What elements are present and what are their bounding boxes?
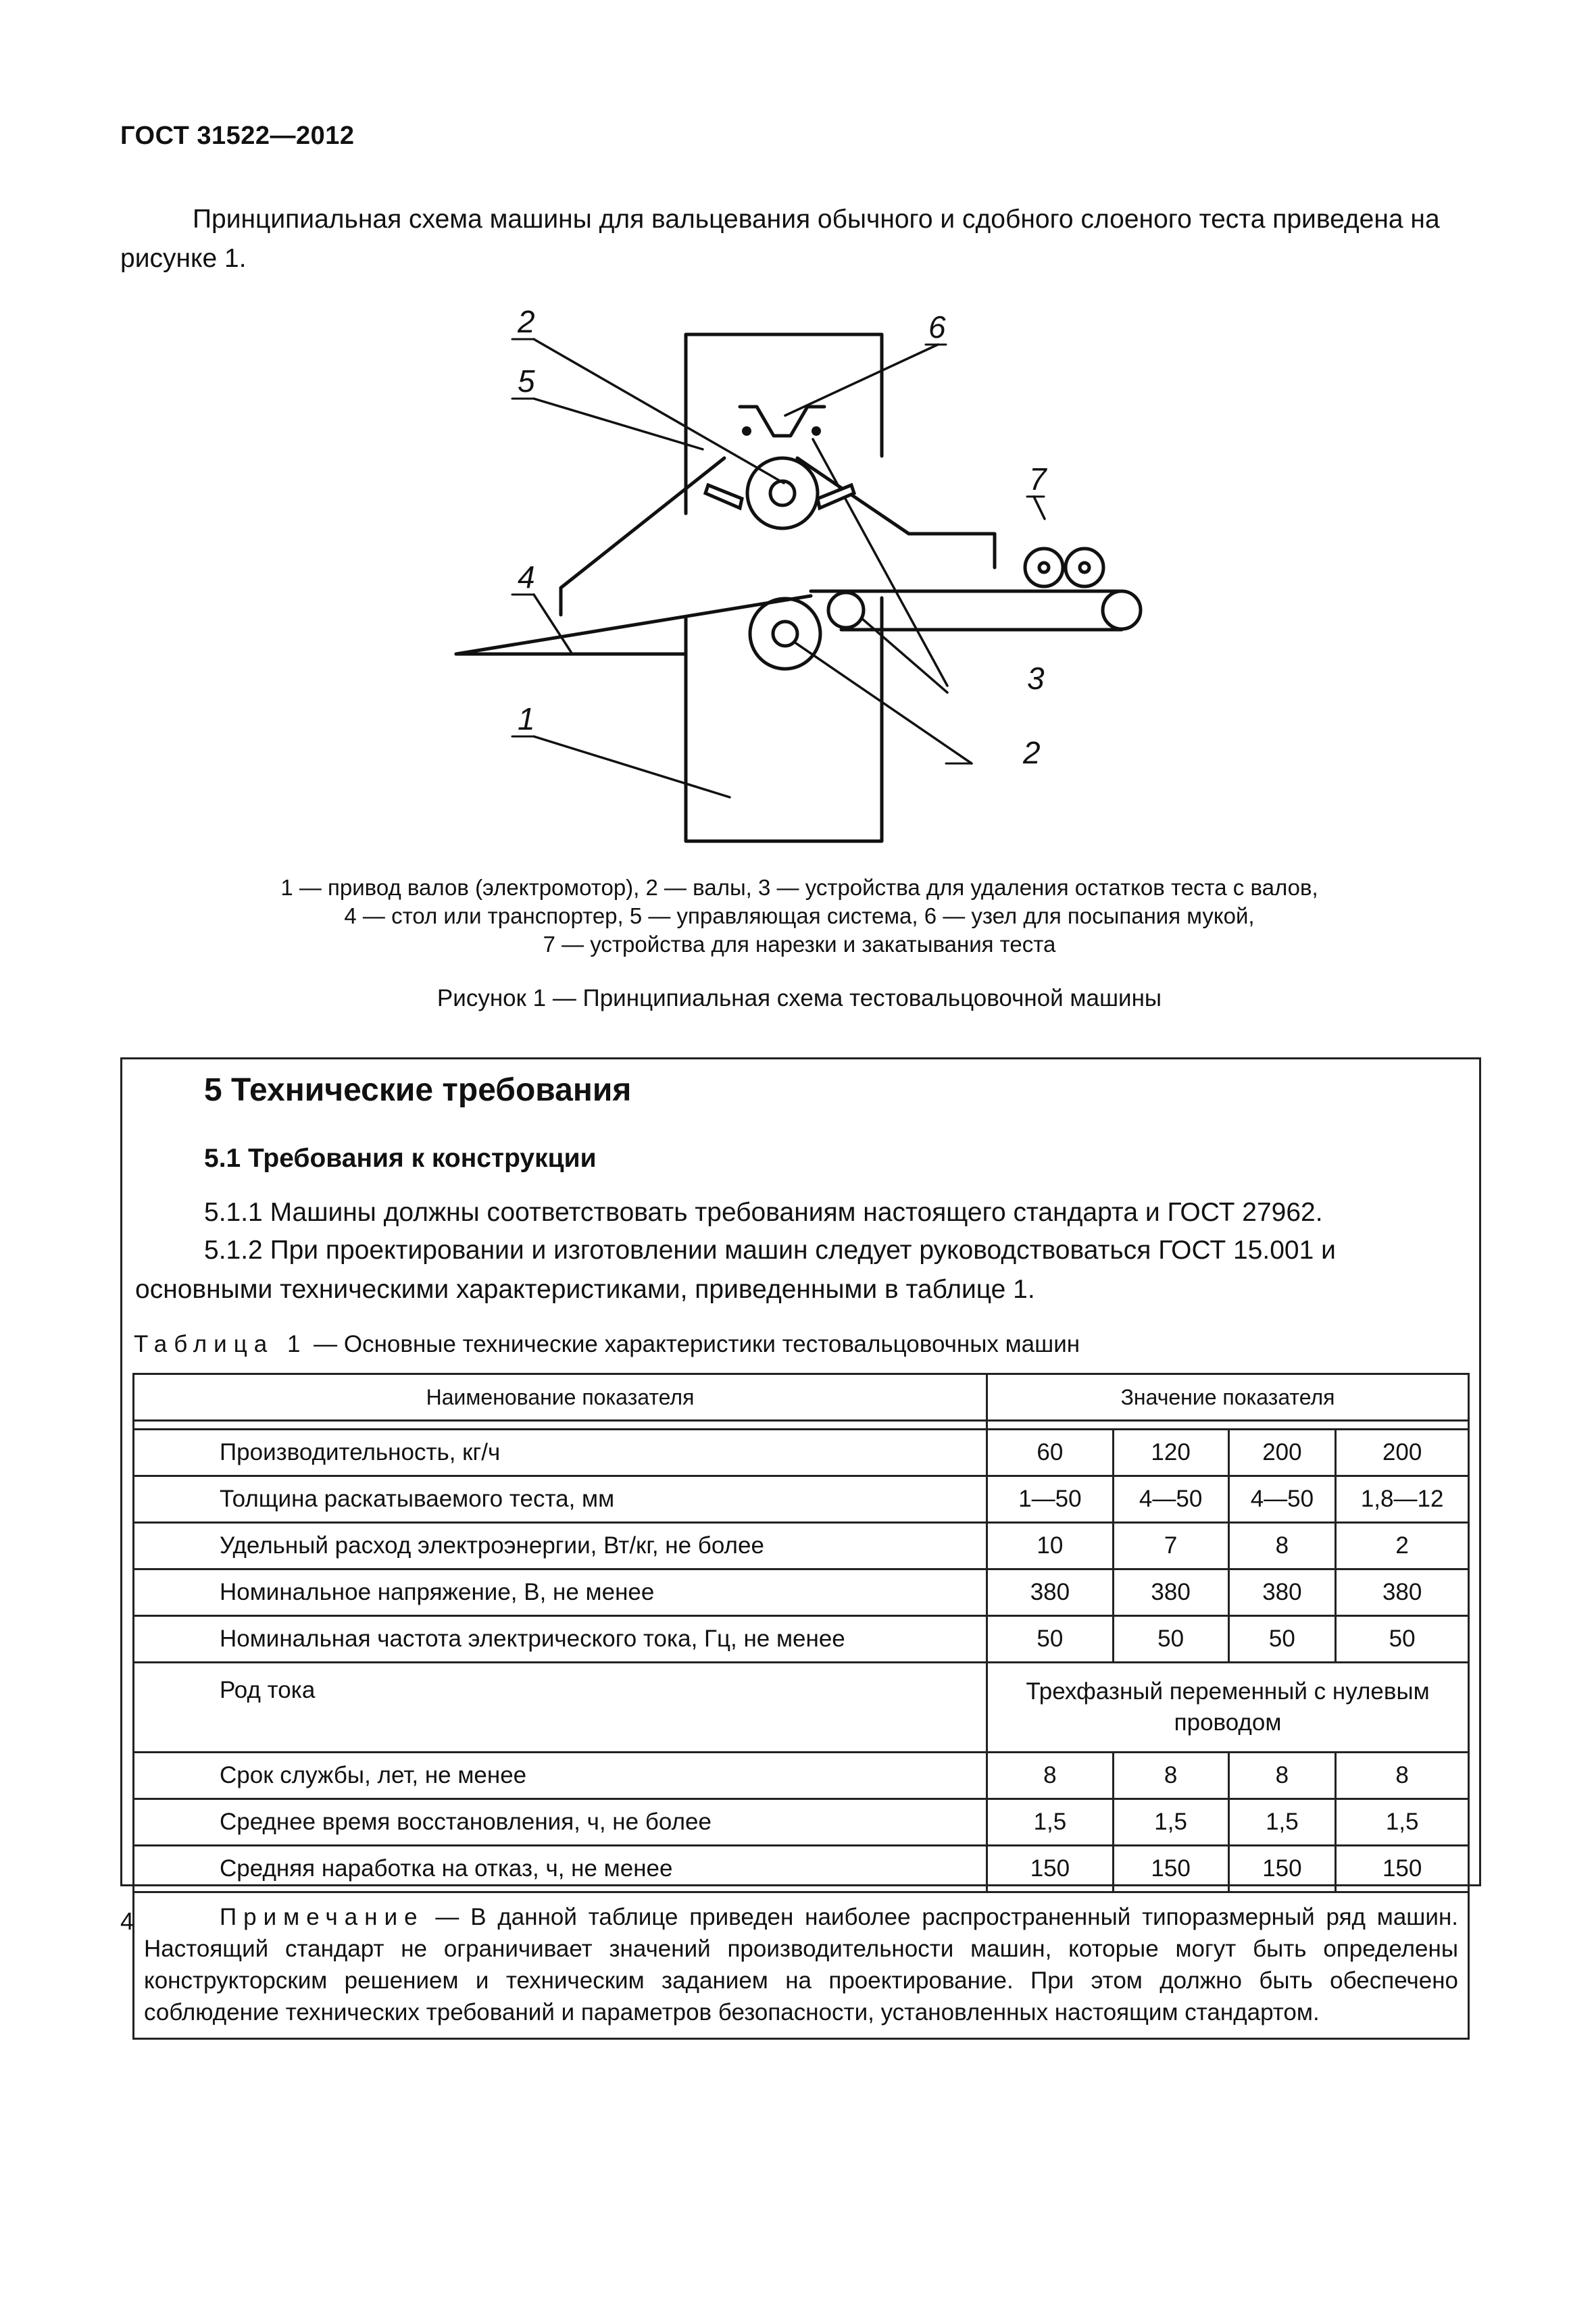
cell: 150 [1228,1846,1336,1892]
cell: 8 [1228,1523,1336,1569]
cell: 1,5 [987,1799,1114,1846]
cell: 50 [1113,1616,1228,1663]
cell: 1—50 [987,1476,1114,1523]
cell: 8 [1228,1753,1336,1799]
table-row [134,1523,1469,1569]
legend-line: 1 — привод валов (электромотор), 2 — валы, 3 — устройства для удаления остатков теста с валов, [280,875,1318,900]
row-name: Номинальная частота электрического тока, Гц, не менее [134,1616,987,1663]
cell: 380 [987,1569,1114,1616]
table-row [134,1569,1469,1616]
note-text: — В данной таблице приведен наиболее распространенный типоразмерный ряд машин. Настоящий стандарт не ограничивает значений производительности машин, которые могут быть определены конструкторским решением и техническим заданием на проектирование. При этом должно быть обеспечено соблюдение технических требований и параметров безопасности, установленных настоящим стандартом. [144,1904,1458,2026]
table-row [134,1616,1469,1663]
row-name: Средняя наработка на отказ, ч, не менее [134,1846,987,1892]
callout-4: 4 [518,559,535,595]
cell: 1,5 [1113,1799,1228,1846]
cell: 10 [987,1523,1114,1569]
callout-1: 1 [518,701,535,736]
cell: 380 [1228,1569,1336,1616]
merged-cell: Трехфазный переменный с нулевым проводом [987,1663,1469,1753]
cell: 2 [1336,1523,1469,1569]
table-row [134,1663,1469,1753]
table-caption-label: Таблица 1 [134,1331,307,1357]
leader-5 [534,399,703,449]
leader-4 [534,595,571,652]
document-header: ГОСТ 31522—2012 [120,122,355,150]
subsection-title: 5.1 Требования к конструкции [204,1144,597,1173]
table-row [134,1846,1469,1892]
housing-right-slope [797,458,909,534]
cell: 4—50 [1113,1476,1228,1523]
table-row [134,1799,1469,1846]
conveyor-left-roller [828,593,864,628]
table-row [134,1476,1469,1523]
note-label: Примечание [220,1904,424,1930]
row-name: Номинальное напряжение, В, не менее [134,1569,987,1616]
section-title: 5 Технические требования [204,1072,632,1108]
cell: 1,5 [1336,1799,1469,1846]
cell: 50 [987,1616,1114,1663]
row-name: Срок службы, лет, не менее [134,1753,987,1799]
row-name: Род тока [134,1663,987,1753]
leader-7 [1034,497,1045,519]
figure-legend [120,874,1478,959]
cell: 60 [987,1430,1114,1476]
cell: 150 [1336,1846,1469,1892]
housing-right-step [909,534,995,568]
leader-2-top [534,339,784,483]
table-header-row [134,1374,1469,1421]
table-row [134,1430,1469,1476]
cell: 50 [1336,1616,1469,1663]
upper-roller-hub [770,481,795,505]
cell: 150 [987,1846,1114,1892]
cell: 150 [1113,1846,1228,1892]
cell: 4—50 [1228,1476,1336,1523]
cell: 7 [1113,1523,1228,1569]
cell: 200 [1336,1430,1469,1476]
housing-left-slope [561,458,724,588]
callout-7: 7 [1029,461,1047,497]
header-value: Значение показателя [987,1374,1469,1421]
callout-2-bottom: 2 [1023,735,1041,770]
callout-6: 6 [928,309,946,345]
row-name: Толщина раскатываемого теста, мм [134,1476,987,1523]
cutting-roller-right-hub [1080,563,1089,572]
table-note [134,1892,1469,2039]
legend-line: 4 — стол или транспортер, 5 — управляющая система, 6 — узел для посыпания мукой, [344,903,1255,928]
row-name: Удельный расход электроэнергии, Вт/кг, не более [134,1523,987,1569]
page-number: 4 [120,1907,134,1935]
legend-line: 7 — устройства для нарезки и закатывания теста [543,932,1056,957]
cell: 380 [1113,1569,1228,1616]
conveyor-right-roller [1103,591,1141,629]
leader-6 [785,345,938,416]
cell: 8 [1113,1753,1228,1799]
callout-5: 5 [518,363,535,399]
table-caption-text: — Основные технические характеристики тестовальцовочных машин [307,1331,1080,1357]
control-dot-right [812,426,821,436]
callout-3: 3 [1027,661,1045,696]
cutting-roller-right [1066,549,1103,586]
cell: 50 [1228,1616,1336,1663]
scraper-left [705,485,742,508]
paragraph-5-1-1: 5.1.1 Машины должны соответствовать требованиям настоящего стандарта и ГОСТ 27962. [204,1198,1323,1227]
table-caption [134,1331,1080,1358]
paragraph-5-1-2: 5.1.2 При проектировании и изготовлении машин следует руководствоваться ГОСТ 15.001 и основными техническими характеристиками, приведенными в таблице 1. [135,1236,1336,1304]
cell: 1,5 [1228,1799,1336,1846]
cutting-roller-left [1025,549,1063,586]
figure-caption: Рисунок 1 — Принципиальная схема тестовальцовочной машины [437,985,1162,1011]
row-name: Производительность, кг/ч [134,1430,987,1476]
header-name: Наименование показателя [134,1374,987,1421]
frame-lower [686,598,882,841]
cell: 8 [1336,1753,1469,1799]
intro-paragraph: Принципиальная схема машины для вальцевания обычного и сдобного слоеного теста приведена на рисунке 1. [120,205,1440,273]
lower-roller [750,599,820,669]
table-wedge [456,596,811,654]
cell: 380 [1336,1569,1469,1616]
machine-schematic-figure [432,297,1176,851]
cell: 200 [1228,1430,1336,1476]
table-note-row [134,1892,1469,2039]
control-dot-left [742,426,751,436]
characteristics-table [132,1373,1470,2040]
row-name: Среднее время восстановления, ч, не более [134,1799,987,1846]
cell: 1,8—12 [1336,1476,1469,1523]
cutting-roller-left-hub [1039,563,1049,572]
cell: 8 [987,1753,1114,1799]
table-row [134,1753,1469,1799]
cell: 120 [1113,1430,1228,1476]
callout-2-top: 2 [518,304,535,339]
leader-1 [534,736,730,797]
